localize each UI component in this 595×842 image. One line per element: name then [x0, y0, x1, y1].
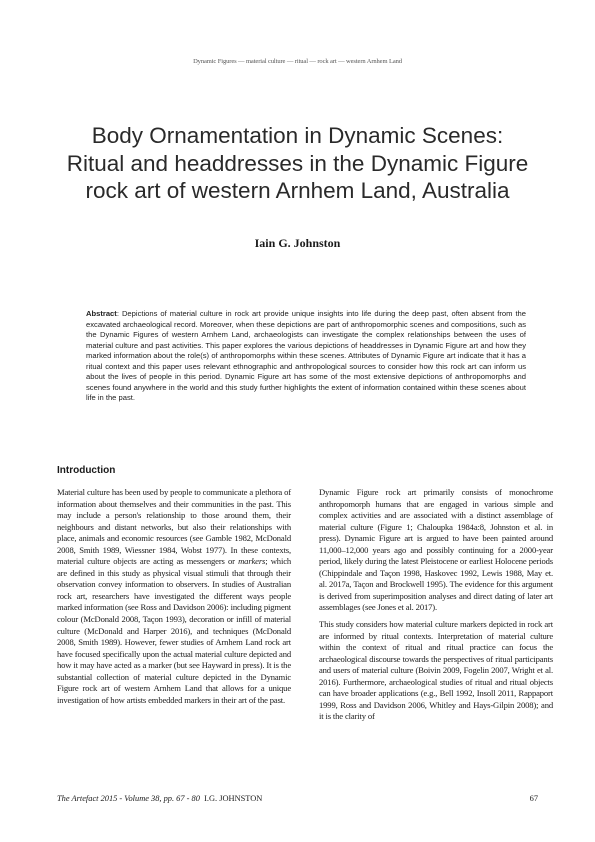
abstract-label: Abstract: [86, 309, 117, 318]
page-number: 67: [529, 794, 538, 803]
body-paragraph: This study considers how material culture markers depicted in rock art are informed by ritual contexts. Interpretation of material culture within the context of ritual and ritual practice can focus the archaeological discourse towards the perspectives of ritual participants and users of material culture (Boivin 2009, Fogelin 2007, Wright et al. 2016). Furthermore, archaeological studies of ritual and ritual objects can have broader applications (e.g., Bell 1992, Insoll 2011, Rappaport 1999, Ross and Davidson 2006, Whitley and Hays-Gilpin 2008); and it is the clarity of: [319, 619, 553, 722]
paragraph-text-b: ; which are defined in this study as physical visual stimuli that through their observation convey information to observers. In studies of Australian rock art, researchers have investigated the different ways people marked information (see Ross and Davidson 2006): including pigment colour (McDonald 2008, Taçon 1993), decoration or infill of material culture (McDonald and Harper 2016), and techniques (McDonald 2008, Smith 1989). However, fewer studies of Arnhem Land rock art have focused specifically upon the actual material culture depicted and how it may have acted as a marker (but see Hayward in press). It is the substantial collection of material culture depicted in the Dynamic Figure rock art of western Arnhem Land that allows for a unique investigation of how artists embedded markers in their art of the past.: [57, 556, 292, 705]
section-heading-introduction: Introduction: [57, 465, 116, 476]
page-footer: [57, 794, 538, 803]
running-head: Dynamic Figures — material culture — ritual — rock art — western Arnhem Land: [193, 58, 402, 65]
body-paragraph: [57, 487, 291, 706]
author-name: Iain G. Johnston: [254, 236, 341, 250]
left-column: [57, 487, 291, 711]
emphasis-term: markers: [238, 556, 266, 567]
paper-title: [50, 122, 545, 205]
paragraph-text-a: Material culture has been used by people to communicate a plethora of information about themselves and their communities in the past. This may include a person's relationship to those around them, their neighbours and distant networks, but also their relationships with place, animals and economic resources (see Gamble 1982, McDonald 2008, Smith 1989, Wiessner 1984, Wobst 1977). In these contexts, material culture objects are acting as messengers or: [57, 487, 291, 567]
body-paragraph: Dynamic Figure rock art primarily consists of monochrome anthropomorph humans that are engaged in various simple and complex activities and are associated with a distinct assemblage of material culture (Figure 1; Chaloupka 1984a:8, Johnston et al. in press). Dynamic Figure art is argued to have been painted around 11,000–12,000 years ago and possibly continuing for a 2000-year period, likely during the latest Pleistocene or earliest Holocene periods (Chippindale and Taçon 1998, Haskovec 1992, Lewis 1988, May et. al. 2017a, Taçon and Brockwell 1995). The evidence for this argument is derived from superimposition analyses and direct dating of later art assemblages (see Jones et al. 2017).: [319, 487, 553, 613]
journal-citation: The Artefact 2015 - Volume 38, pp. 67 - 80: [57, 794, 200, 803]
right-column: [319, 487, 553, 728]
title-line-2: Ritual and headdresses in the Dynamic Figure: [66, 150, 529, 176]
title-line-1: Body Ornamentation in Dynamic Scenes:: [91, 123, 504, 148]
footer-author: I.G. JOHNSTON: [204, 794, 263, 803]
title-line-3: rock art of western Arnhem Land, Australia: [85, 178, 510, 203]
abstract: [86, 309, 526, 404]
abstract-text: : Depictions of material culture in rock art provide unique insights into life during the deep past, often absent from the excavated archaeological record. Moreover, when these depictions are part of anthropomorphic scenes and compositions, such as the Dynamic Figures of western Arnhem Land, archaeologists can investigate the complex relationships between the uses of material culture and past activities. This paper explores the various depictions of headdresses in Dynamic Figure art and how they marked information about the role(s) of anthropomorphs within these scenes. Attributes of Dynamic Figure art indicate that it has a ritual context and this paper uses relevant ethnographic and anthropological sources to consider how this rock art can inform us about the lives of people in this period. Dynamic Figure art has some of the most extensive depictions of anthropomorphs and scenes found anywhere in the world and this study further highlights the extent of information contained within these scenes about life in the past.: [86, 309, 526, 402]
